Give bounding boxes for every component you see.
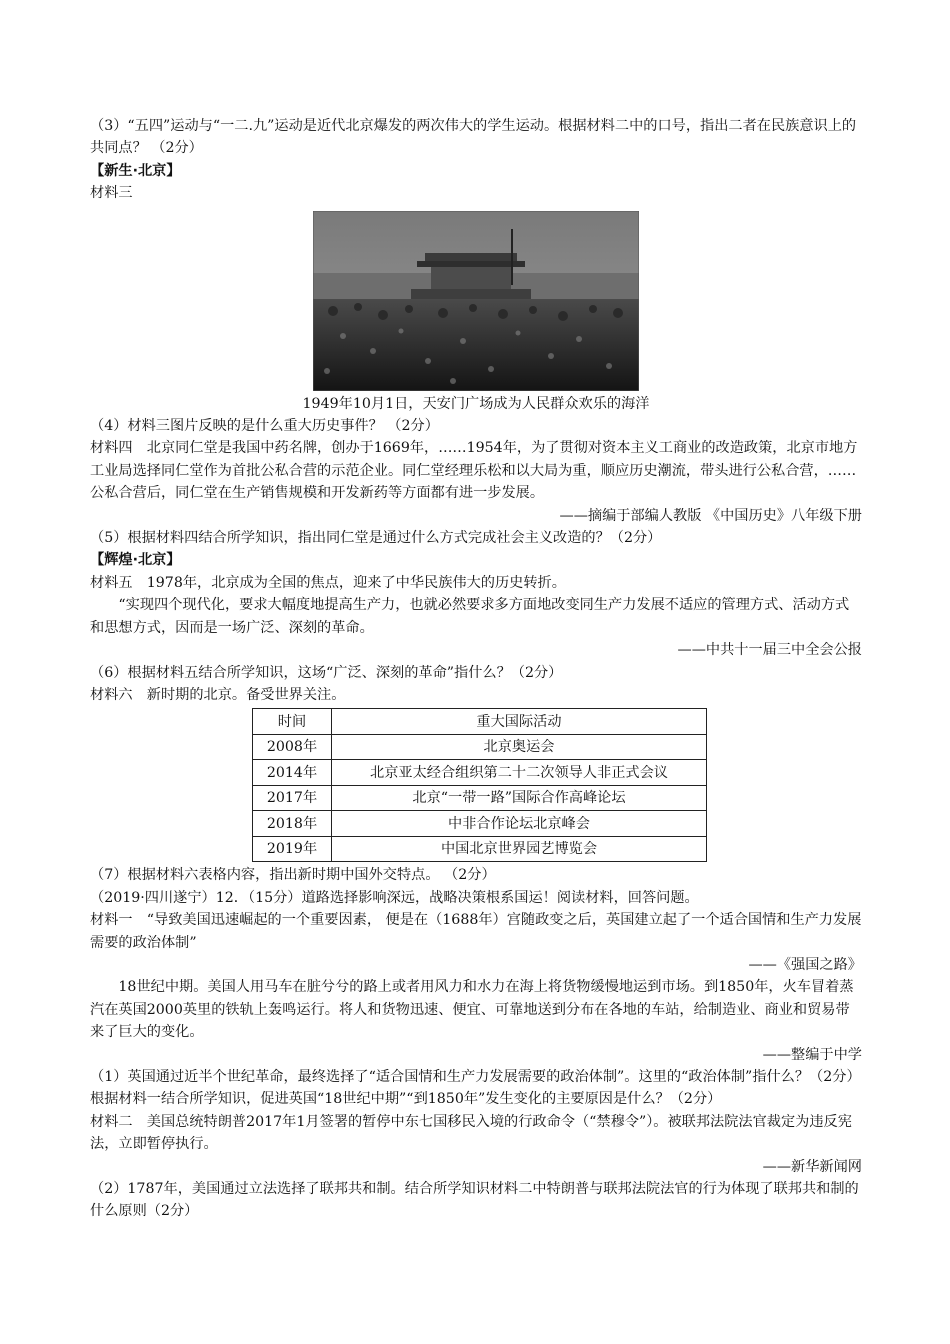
table-header-cell: 时间 <box>253 709 332 735</box>
question-7: （7）根据材料六表格内容，指出新时期中国外交特点。 （2分） <box>90 867 496 884</box>
q12-material-1-paragraph-source: ——整编于中学 <box>762 1046 862 1063</box>
photo-container <box>90 211 862 391</box>
tiananmen-photo-image <box>313 211 639 391</box>
q12-material-2-source: ——新华新闻网 <box>762 1158 862 1175</box>
material-5-source: ——中共十一届三中全会公报 <box>677 642 862 659</box>
table-cell-event: 北京“一带一路”国际合作高峰论坛 <box>332 785 707 811</box>
question-4: （4）材料三图片反映的是什么重大历史事件？ （2分） <box>90 418 439 435</box>
table-cell-event: 北京亚太经合组织第二十二次领导人非正式会议 <box>332 760 707 786</box>
photo-caption: 1949年10月1日，天安门广场成为人民群众欢乐的海洋 <box>302 395 650 412</box>
question-3: （3）“五四”运动与“一二.九”运动是近代北京爆发的两次伟大的学生运动。根据材料二中的口号，指出二者在民族意识上的共同点？ （2分） <box>90 118 857 157</box>
material-5-quote: “实现四个现代化，要求大幅度地提高生产力，也就必然要求多方面地改变同生产力发展不适应的管理方式、活动方式和思想方式，因而是一场广泛、深刻的革命。 <box>90 597 850 636</box>
table-header-cell: 重大国际活动 <box>332 709 707 735</box>
q12-material-1-source: ——《强国之路》 <box>748 956 862 973</box>
question-6: （6）根据材料五结合所学知识，这场“广泛、深刻的革命”指什么？（2分） <box>90 664 563 681</box>
table-cell-event: 中国北京世界园艺博览会 <box>332 836 707 862</box>
material-4-source: ——摘编于部编人教版 《中国历史》八年级下册 <box>559 507 862 524</box>
table-header-row <box>253 709 707 735</box>
table-cell-year: 2017年 <box>253 785 332 811</box>
question-12-intro: （2019·四川遂宁）12．（15分）道路选择影响深远，战略决策根系国运！阅读材料，回答问题。 <box>90 889 699 906</box>
material-3-label: 材料三 <box>90 185 133 202</box>
question-5: （5）根据材料四结合所学知识，指出同仁堂是通过什么方式完成社会主义改造的？（2分） <box>90 530 662 547</box>
q12-material-1: 材料一 “导致美国迅速崛起的一个重要因素， 便是在（1688年）宫随政变之后，英国建立起了一个适合国情和生产力发展需要的政治体制” <box>90 912 862 951</box>
table-cell-event: 北京奥运会 <box>332 734 707 760</box>
events-table <box>252 708 707 862</box>
table-cell-year: 2018年 <box>253 811 332 837</box>
material-6-intro: 材料六 新时期的北京。备受世界关注。 <box>90 686 346 703</box>
table-cell-year: 2008年 <box>253 734 332 760</box>
material-5-intro: 材料五 1978年，北京成为全国的焦点，迎来了中华民族伟大的历史转折。 <box>90 574 566 591</box>
section-heading-huihuang: 【辉煌·北京】 <box>90 552 181 569</box>
section-heading-xinsheng: 【新生·北京】 <box>90 162 181 179</box>
q12-material-1-paragraph: 18世纪中期。美国人用马车在脏兮兮的路上或者用风力和水力在海上将货物缓慢地运到市场。到1850年，火车冒着蒸汽在英国2000英里的铁轨上轰鸣运行。将人和货物迅速、便宜、可靠地送到分布在各地的车站，给制造业、商业和贸易带来了巨大的变化。 <box>90 979 854 1041</box>
table-row <box>253 760 707 786</box>
document-page <box>90 115 862 1223</box>
table-row <box>253 811 707 837</box>
table-cell-year: 2019年 <box>253 836 332 862</box>
question-12-2: （2）1787年，美国通过立法选择了联邦共和制。结合所学知识材料二中特朗普与联邦法院法官的行为体现了联邦共和制的什么原则（2分） <box>90 1181 859 1220</box>
table-row <box>253 785 707 811</box>
tiananmen-photo <box>313 211 639 391</box>
question-12-1: （1）英国通过近半个世纪革命，最终选择了“适合国情和生产力发展需要的政治体制”。这里的“政治体制”指什么？（2分）根据材料一结合所学知识，促进英国“18世纪中期”“到1850年”发生变化的主要原因是什么？（2分） <box>90 1068 861 1108</box>
material-4: 材料四 北京同仁堂是我国中药名牌，创办于1669年，……1954年，为了贯彻对资本主义工商业的改造政策，北京市地方工业局选择同仁堂作为首批公私合营的示范企业。同仁堂经理乐松和以大局为重，顺应历史潮流，带头进行公私合营，……公私合营后，同仁堂在生产销售规模和开发新药等方面都有进一步发展。 <box>90 440 858 502</box>
table-cell-event: 中非合作论坛北京峰会 <box>332 811 707 837</box>
table-row <box>253 836 707 862</box>
table-cell-year: 2014年 <box>253 760 332 786</box>
table-row <box>253 734 707 760</box>
q12-material-2: 材料二 美国总统特朗普2017年1月签署的暂停中东七国移民入境的行政命令（“禁穆令”）。被联邦法院法官裁定为违反宪法，立即暂停执行。 <box>90 1113 852 1153</box>
